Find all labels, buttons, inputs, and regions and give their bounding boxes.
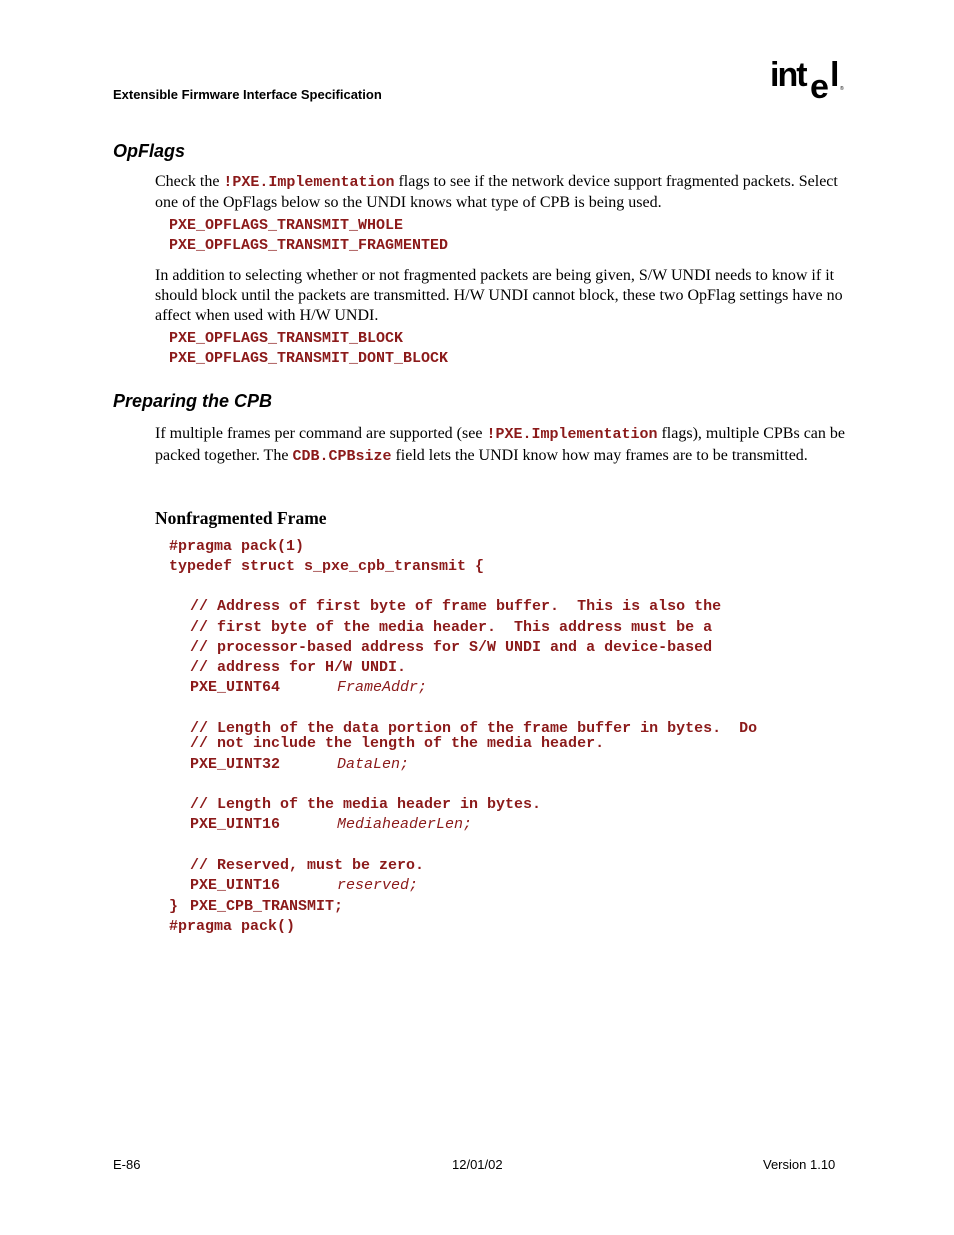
text-run: field lets the UNDI know how may frames are to be transmitted.	[391, 447, 808, 464]
subheading-nonfragmented-frame: Nonfragmented Frame	[155, 508, 327, 528]
inline-code: !PXE.Implementation	[223, 174, 395, 191]
section-heading-opflags: OpFlags	[113, 141, 186, 161]
opflag-transmit-block: PXE_OPFLAGS_TRANSMIT_BLOCK	[169, 330, 404, 347]
intel-logo	[770, 58, 844, 104]
text-run: flags to see if the network device support fragmented packets. Select one of the OpFlags below so the UNDI knows what type of CPB is being used.	[155, 173, 838, 211]
running-header-title: Extensible Firmware Interface Specification	[113, 87, 382, 102]
code-comment-line: // address for H/W UNDI.	[190, 659, 407, 676]
code-field-type: PXE_UINT16	[190, 816, 281, 833]
code-comment-line: // processor-based address for S/W UNDI and a device-based	[190, 639, 713, 656]
inline-code: !PXE.Implementation	[486, 426, 658, 443]
preparing-paragraph	[155, 423, 845, 467]
opflag-transmit-dont-block: PXE_OPFLAGS_TRANSMIT_DONT_BLOCK	[169, 350, 449, 367]
code-close-brace: }	[169, 898, 179, 915]
svg-text:int: int	[770, 58, 806, 94]
text-run: flags), multiple CPBs can be packed together. The	[155, 425, 845, 464]
code-pragma-pack-1: #pragma pack(1)	[169, 538, 305, 555]
code-field-name: reserved;	[337, 877, 419, 894]
svg-text:l: l	[830, 58, 840, 94]
code-comment-line: // Address of first byte of frame buffer. This is also the	[190, 598, 722, 615]
footer-date: 12/01/02	[452, 1157, 503, 1172]
opflag-transmit-fragmented: PXE_OPFLAGS_TRANSMIT_FRAGMENTED	[169, 237, 449, 254]
code-comment-line: // Length of the media header in bytes.	[190, 796, 542, 813]
opflags-paragraph-2: In addition to selecting whether or not fragmented packets are being given, S/W UNDI needs to know if it should block until the packets are transmitted. H/W UNDI cannot block, these two OpFlag settings have no affect when used with H/W UNDI.	[155, 267, 843, 324]
footer-version: Version 1.10	[763, 1157, 836, 1172]
svg-text:e: e	[810, 68, 829, 104]
inline-code: CDB.CPBsize	[292, 448, 392, 465]
section-heading-preparing-cpb: Preparing the CPB	[113, 391, 273, 411]
code-field-type: PXE_UINT64	[190, 679, 281, 696]
code-field-name: MediaheaderLen;	[337, 816, 473, 833]
code-comment-line: // not include the length of the media header.	[190, 735, 605, 752]
code-field-name: FrameAddr;	[337, 679, 428, 696]
opflags-paragraph-1	[155, 172, 845, 213]
opflag-transmit-whole: PXE_OPFLAGS_TRANSMIT_WHOLE	[169, 217, 404, 234]
svg-text:®: ®	[840, 86, 844, 92]
code-comment-line: // first byte of the media header. This address must be a	[190, 619, 713, 636]
code-field-type: PXE_UINT16	[190, 877, 281, 894]
text-run: If multiple frames per command are supported (see	[155, 425, 487, 442]
code-typedef-line: typedef struct s_pxe_cpb_transmit {	[169, 558, 485, 575]
footer-page-number: E-86	[113, 1157, 141, 1172]
code-comment-line: // Reserved, must be zero.	[190, 857, 425, 874]
code-field-type: PXE_UINT32	[190, 756, 281, 773]
code-comment-line: // Length of the data portion of the frame buffer in bytes. Do	[190, 720, 758, 737]
text-run: Check the	[155, 173, 224, 190]
code-field-name: DataLen;	[337, 756, 410, 773]
code-struct-name: PXE_CPB_TRANSMIT;	[190, 898, 344, 915]
code-pragma-pack-close: #pragma pack()	[169, 918, 296, 935]
